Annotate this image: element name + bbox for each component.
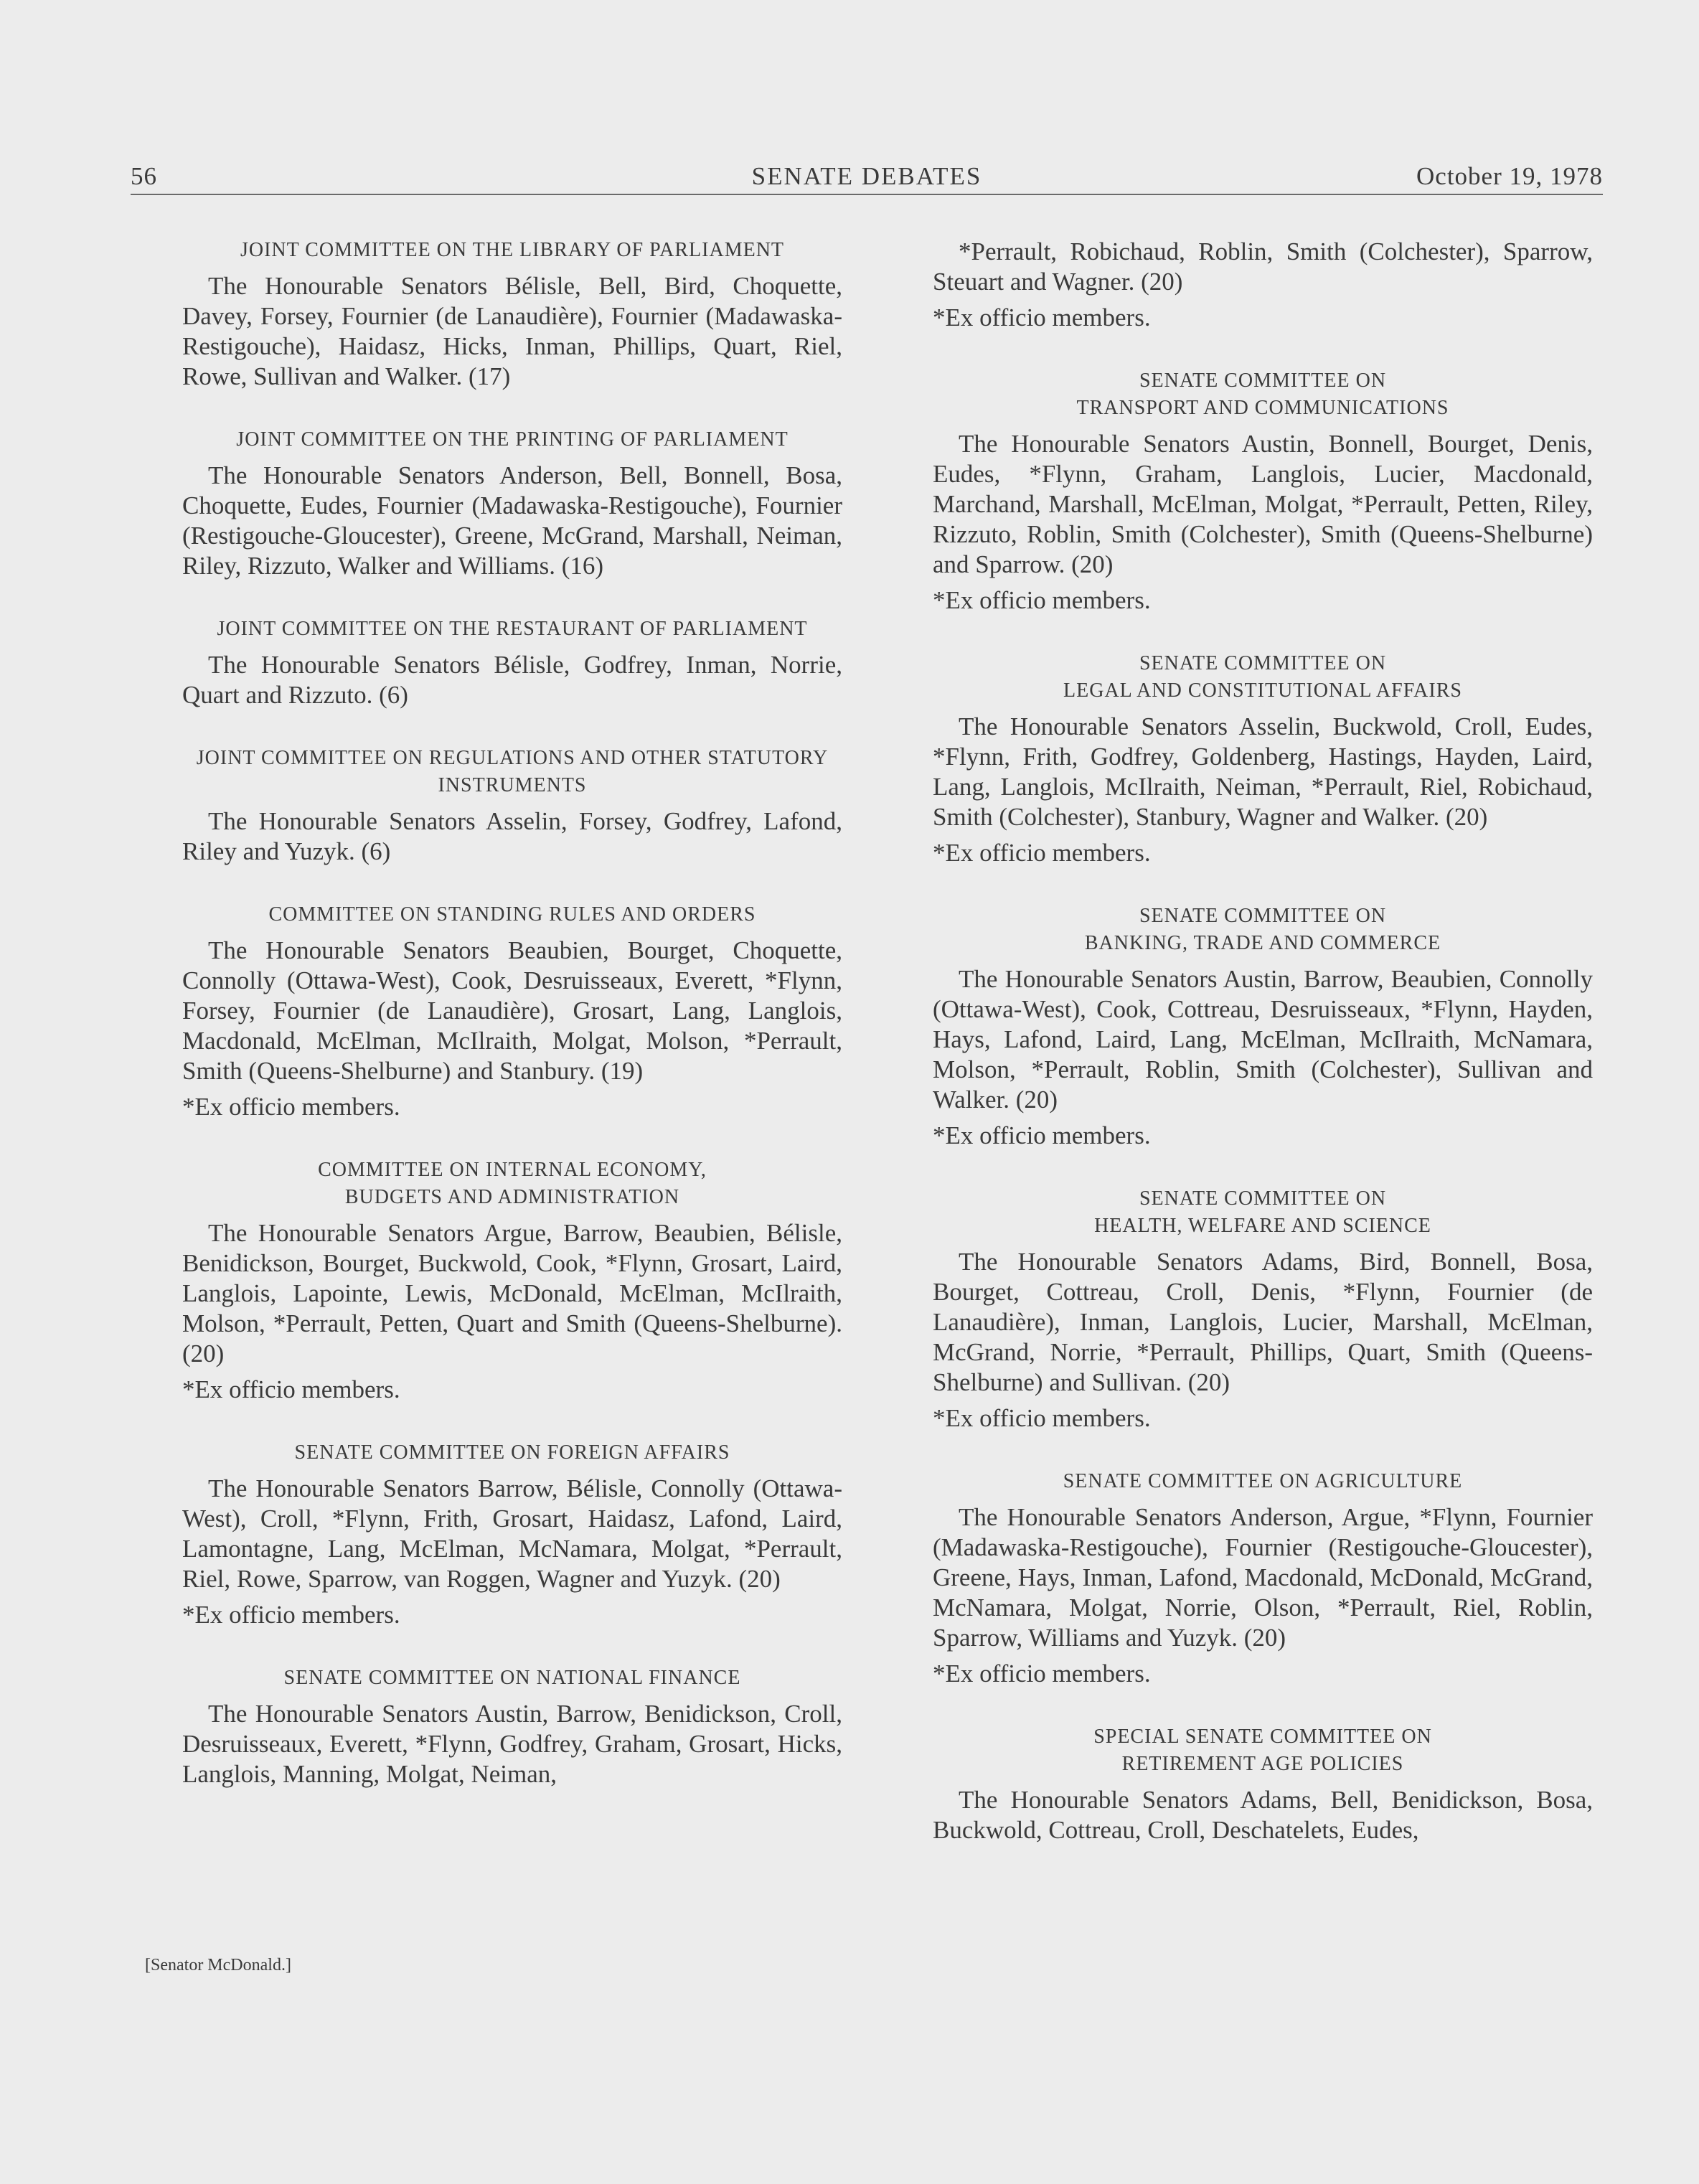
committee-heading-line: SENATE COMMITTEE ON <box>1139 370 1387 392</box>
committee-members: The Honourable Senators Anderson, Argue, *Flynn, Fournier (Madawaska-Restigouche), Fournier (Restigouche-Gloucester), Greene, Hays, Inman, Lafond, Macdonald, McDonald, McGrand, McNamara, Molgat, Norrie, Olson, *Perrault, Riel, Roblin, Sparrow, Williams and Yuzyk. (20) <box>933 1503 1593 1652</box>
committee-heading-line: TRANSPORT AND COMMUNICATIONS <box>1076 397 1449 419</box>
committee-entry <box>182 616 842 710</box>
committee-heading-line: SENATE COMMITTEE ON <box>1139 1187 1387 1210</box>
committee-heading-line: LEGAL AND CONSTITUTIONAL AFFAIRS <box>1063 679 1462 702</box>
committee-entry <box>933 650 1593 868</box>
committee-members: The Honourable Senators Bélisle, Bell, Bird, Choquette, Davey, Forsey, Fournier (de Lanaudière), Fournier (Madawaska-Restigouche), Haidasz, Hicks, Inman, Phillips, Quart, Riel, Rowe, Sullivan and Walker. (17) <box>182 272 842 390</box>
ex-officio-note: *Ex officio members. <box>933 1121 1151 1149</box>
committee-heading-line: SENATE COMMITTEE ON NATIONAL FINANCE <box>283 1667 741 1689</box>
right-column <box>933 237 1593 1880</box>
ex-officio-note: *Ex officio members. <box>933 1660 1151 1688</box>
committee-heading-line: SENATE COMMITTEE ON AGRICULTURE <box>1063 1470 1463 1492</box>
committee-heading <box>933 1468 1593 1495</box>
committee-heading <box>182 616 842 643</box>
committee-heading <box>933 1185 1593 1240</box>
committee-heading-line: RETIREMENT AGE POLICIES <box>1121 1753 1404 1775</box>
committee-heading <box>933 650 1593 705</box>
committee-heading <box>182 237 842 264</box>
ex-officio-note: *Ex officio members. <box>933 839 1151 867</box>
committee-heading-line: JOINT COMMITTEE ON REGULATIONS AND OTHER STATUTORY <box>196 747 829 769</box>
committee-entry <box>933 1185 1593 1434</box>
committee-heading-line: INSTRUMENTS <box>438 774 587 796</box>
committee-heading-line: SPECIAL SENATE COMMITTEE ON <box>1093 1726 1432 1748</box>
committee-heading-line: HEALTH, WELFARE AND SCIENCE <box>1094 1215 1431 1237</box>
committee-members: The Honourable Senators Austin, Barrow, Benidickson, Croll, Desruisseaux, Everett, *Flynn, Godfrey, Graham, Grosart, Hicks, Langlois, Manning, Molgat, Neiman, <box>182 1700 842 1788</box>
committee-entry <box>933 1723 1593 1845</box>
committee-members: The Honourable Senators Adams, Bell, Benidickson, Bosa, Buckwold, Cottreau, Croll, Deschatelets, Eudes, <box>933 1786 1593 1844</box>
committee-entry <box>933 1468 1593 1689</box>
committee-heading-line: COMMITTEE ON INTERNAL ECONOMY, <box>318 1159 707 1181</box>
committee-heading <box>182 426 842 453</box>
ex-officio-note: *Ex officio members. <box>933 1404 1151 1432</box>
committee-members: The Honourable Senators Bélisle, Godfrey, Inman, Norrie, Quart and Rizzuto. (6) <box>182 651 842 709</box>
committee-heading <box>933 1723 1593 1778</box>
committee-heading <box>182 901 842 928</box>
committee-entry <box>182 1439 842 1630</box>
ex-officio-note: *Ex officio members. <box>182 1601 400 1629</box>
committee-entry <box>182 237 842 392</box>
committee-members: The Honourable Senators Austin, Bonnell, Bourget, Denis, Eudes, *Flynn, Graham, Langlois, Lucier, Macdonald, Marchand, Marshall, McElman, Molgat, *Perrault, Petten, Riley, Rizzuto, Roblin, Smith (Colchester), Smith (Queens-Shelburne) and Sparrow. (20) <box>933 430 1593 578</box>
committee-entry <box>933 903 1593 1151</box>
committee-entry <box>182 426 842 581</box>
ex-officio-note: *Ex officio members. <box>933 586 1151 614</box>
committee-members: The Honourable Senators Asselin, Buckwold, Croll, Eudes, *Flynn, Frith, Godfrey, Goldenberg, Hastings, Hayden, Laird, Lang, Langlois, McIlraith, Neiman, *Perrault, Riel, Robichaud, Smith (Colchester), Stanbury, Wagner and Walker. (20) <box>933 712 1593 831</box>
committee-members: The Honourable Senators Barrow, Bélisle, Connolly (Ottawa-West), Croll, *Flynn, Frith, Grosart, Haidasz, Lafond, Laird, Lamontagne, Lang, McElman, McNamara, Molgat, *Perrault, Riel, Rowe, Sparrow, van Roggen, Wagner and Yuzyk. (20) <box>182 1474 842 1593</box>
committee-members: The Honourable Senators Asselin, Forsey, Godfrey, Lafond, Riley and Yuzyk. (6) <box>182 807 842 865</box>
committee-members: The Honourable Senators Anderson, Bell, Bonnell, Bosa, Choquette, Eudes, Fournier (Madawaska-Restigouche), Fournier (Restigouche-Gloucester), Greene, McGrand, Marshall, Neiman, Riley, Rizzuto, Walker and Williams. (16) <box>182 461 842 580</box>
page-date: October 19, 1978 <box>1416 162 1603 190</box>
committee-entry <box>933 367 1593 616</box>
committee-entry <box>182 745 842 867</box>
committee-entry <box>182 901 842 1122</box>
page-number: 56 <box>131 162 157 190</box>
committee-heading-line: BANKING, TRADE AND COMMERCE <box>1084 932 1441 954</box>
committee-members: The Honourable Senators Adams, Bird, Bonnell, Bosa, Bourget, Cottreau, Croll, Denis, *Flynn, Fournier (de Lanaudière), Inman, Langlois, Lucier, Marshall, McElman, McGrand, Norrie, *Perrault, Phillips, Quart, Smith (Queens-Shelburne) and Sullivan. (20) <box>933 1248 1593 1396</box>
ex-officio-note: *Ex officio members. <box>182 1375 400 1403</box>
ex-officio-note: *Ex officio members. <box>933 303 1151 331</box>
committee-heading <box>182 1157 842 1211</box>
committee-heading <box>182 1665 842 1692</box>
committee-members: The Honourable Senators Austin, Barrow, Beaubien, Connolly (Ottawa-West), Cook, Cottreau, Desruisseaux, *Flynn, Hayden, Hays, Lafond, Laird, Lang, McElman, McIlraith, McNamara, Molson, *Perrault, Roblin, Smith (Colchester), Sullivan and Walker. (20) <box>933 965 1593 1114</box>
committee-heading-line: JOINT COMMITTEE ON THE PRINTING OF PARLIAMENT <box>236 428 789 451</box>
ex-officio-note: *Ex officio members. <box>182 1093 400 1121</box>
committee-entry <box>182 1157 842 1405</box>
committee-heading <box>182 745 842 799</box>
committee-heading <box>933 367 1593 422</box>
publication-title: SENATE DEBATES <box>751 162 982 190</box>
committee-heading <box>933 903 1593 957</box>
committee-entry <box>933 237 1593 333</box>
committee-heading-line: SENATE COMMITTEE ON FOREIGN AFFAIRS <box>294 1441 730 1464</box>
committee-heading <box>182 1439 842 1467</box>
page-header <box>131 159 1603 195</box>
left-column <box>182 237 842 1824</box>
committee-members: The Honourable Senators Beaubien, Bourget, Choquette, Connolly (Ottawa-West), Cook, Desruisseaux, Everett, *Flynn, Forsey, Fournier (de Lanaudière), Grosart, Lang, Langlois, Macdonald, McElman, McIlraith, Molgat, Molson, *Perrault, Smith (Queens-Shelburne) and Stanbury. (19) <box>182 936 842 1085</box>
committee-heading-line: JOINT COMMITTEE ON THE LIBRARY OF PARLIAMENT <box>240 239 785 261</box>
committee-heading-line: SENATE COMMITTEE ON <box>1139 652 1387 674</box>
committee-heading-line: JOINT COMMITTEE ON THE RESTAURANT OF PARLIAMENT <box>217 618 808 640</box>
committee-heading-line: SENATE COMMITTEE ON <box>1139 905 1387 927</box>
committee-heading-line: BUDGETS AND ADMINISTRATION <box>344 1186 680 1208</box>
committee-members: *Perrault, Robichaud, Roblin, Smith (Colchester), Sparrow, Steuart and Wagner. (20) <box>933 237 1593 296</box>
footer-speaker: [Senator McDonald.] <box>145 1956 291 1974</box>
committee-entry <box>182 1665 842 1789</box>
committee-members: The Honourable Senators Argue, Barrow, Beaubien, Bélisle, Benidickson, Bourget, Buckwold, Cook, *Flynn, Grosart, Laird, Langlois, Lapointe, Lewis, McDonald, McElman, McIlraith, Molson, *Perrault, Petten, Quart and Smith (Queens-Shelburne). (20) <box>182 1219 842 1368</box>
committee-heading-line: COMMITTEE ON STANDING RULES AND ORDERS <box>268 903 756 926</box>
